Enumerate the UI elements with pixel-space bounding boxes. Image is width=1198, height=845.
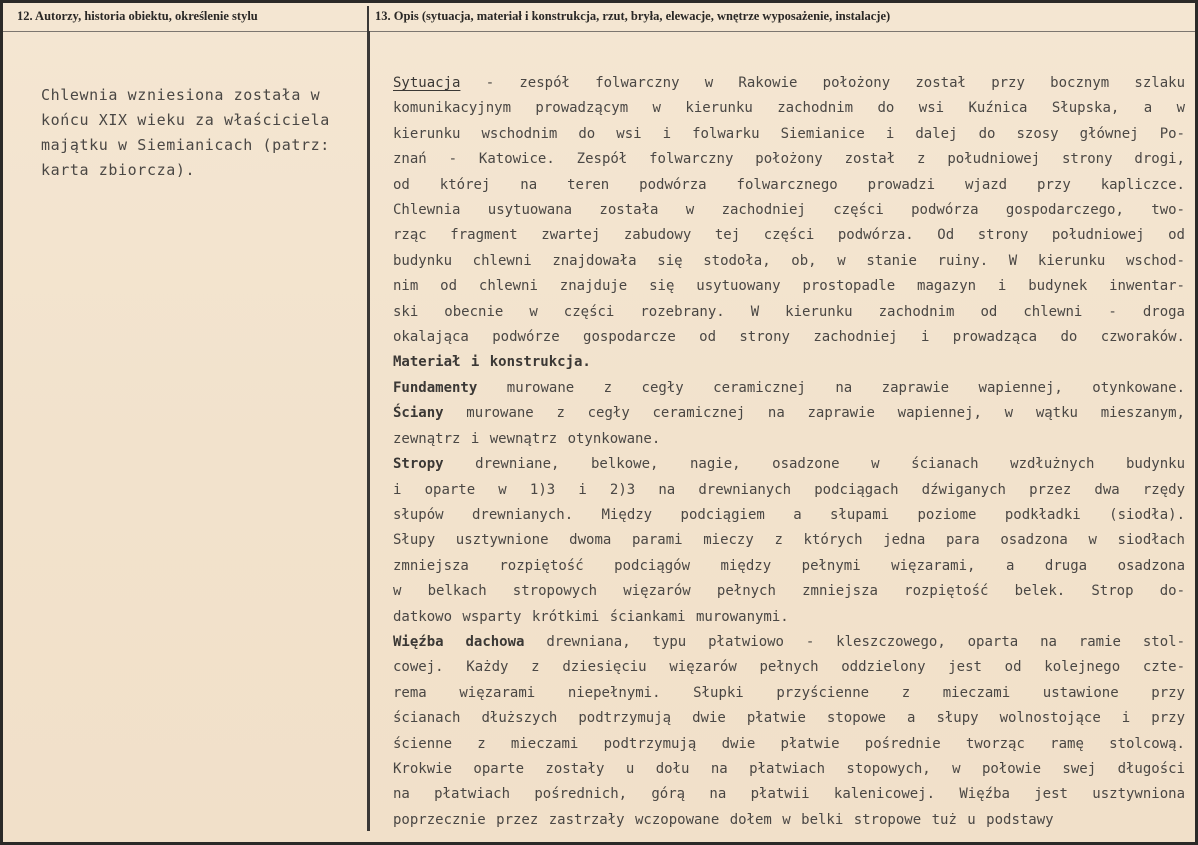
section-13-line-text: na płatwiach pośrednich, górą na płatwii kalenicowej. Więźba jest usztywniona <box>393 786 1185 803</box>
section-13-subheading: Więźba dachowa <box>393 633 525 650</box>
section-13-line-text: drewniana, typu płatwiowo - kleszczowego, oparta na ramie stol- <box>524 633 1185 650</box>
section-13-line-text: znań - Katowice. Zespół folwarczny położony został z południowej strony drogi, <box>393 151 1185 168</box>
section-13-line <box>393 503 1185 528</box>
section-13-line-text: Chlewnia usytuowana została w zachodniej części podwórza gospodarczego, two- <box>393 202 1185 219</box>
header-column-divider <box>367 6 369 31</box>
section-12-line: końcu XIX wieku za właściciela <box>41 111 330 129</box>
section-13-line <box>393 655 1185 680</box>
section-12-line: majątku w Siemianicach (patrz: <box>41 136 330 154</box>
section-13-line <box>393 579 1185 604</box>
section-13-line-text: ścianach dłuższych podtrzymują dwie płatwie stopowe a słupy wolnostojące i przy <box>393 710 1185 727</box>
section-13-line <box>393 376 1185 401</box>
section-12-header: 12. Autorzy, historia obiektu, określenie stylu <box>17 9 258 23</box>
section-13-subheading: Materiał i konstrukcja. <box>393 354 591 371</box>
section-13-line-text: Krokwie oparte zostały u dołu na płatwiach stopowych, w połowie swej długości <box>393 760 1185 777</box>
section-12-line: karta zbiorcza). <box>41 161 196 179</box>
section-13-line-text: okalająca podwórze gospodarcze od strony zachodniej i prowadząca do czworaków. <box>393 329 1185 346</box>
section-13-line <box>393 554 1185 579</box>
section-13-line <box>393 223 1185 248</box>
section-13-line <box>393 808 1185 833</box>
section-13-line <box>393 782 1185 807</box>
section-13-line <box>393 630 1185 655</box>
section-13-subheading: Sytuacja <box>393 75 461 91</box>
section-13-line-text: budynku chlewni znajdowała się stodoła, ob, w stanie ruiny. W kierunku wschod- <box>393 252 1185 269</box>
section-13-line <box>393 605 1185 630</box>
section-13-line-text: Słupy usztywnione dwoma parami mieczy z których jedna para osadzona w siodłach <box>393 532 1185 549</box>
section-13-line-text: i oparte w 1)3 i 2)3 na drewnianych podciągach dźwiganych przez dwa rzędy <box>393 481 1185 498</box>
section-13-header: 13. Opis (sytuacja, materiał i konstrukcja, rzut, bryła, elewacje, wnętrze wyposażenie, instalacje) <box>375 9 891 23</box>
section-13-line-text: słupów drewnianych. Między podciągiem a słupami poziome podkładki (siodła). <box>393 506 1185 523</box>
section-13-line-text: ścienne z mieczami podtrzymują dwie płatwie pośrednie tworząc ramę stolcową. <box>393 735 1185 752</box>
section-13-subheading: Stropy <box>393 456 444 473</box>
section-13-line <box>393 706 1185 731</box>
section-13-line-text: w belkach stropowych więzarów pełnych zmniejsza rozpiętość belek. Strop do- <box>393 583 1185 600</box>
section-13-line-text: komunikacyjnym prowadzącym w kierunku zachodnim do wsi Kuźnica Słupska, a w <box>393 100 1185 117</box>
section-13-line-text: kierunku wschodnim do wsi i folwarku Siemianice i dalej do szosy głównej Po- <box>393 125 1185 142</box>
section-13-line <box>393 173 1185 198</box>
section-13-line <box>393 681 1185 706</box>
section-13-line <box>393 452 1185 477</box>
section-13-line <box>393 300 1185 325</box>
section-13-line-text: cowej. Każdy z dziesięciu więzarów pełnych oddzielony jest od kolejnego czte- <box>393 659 1185 676</box>
section-13-line-text: murowane z cegły ceramicznej na zaprawie wapiennej, otynkowane. <box>477 379 1185 396</box>
section-13-line <box>393 198 1185 223</box>
section-13-line <box>393 274 1185 299</box>
section-13-line <box>393 757 1185 782</box>
section-13-body <box>393 71 1185 833</box>
section-13-line-text: rema więzarami niepełnymi. Słupki przyścienne z mieczami ustawione przy <box>393 684 1185 701</box>
section-13-line-text: poprzecznie przez zastrzały wczopowane dołem w belki stropowe tuż u podstawy <box>393 811 1054 828</box>
section-13-line-text: zmniejsza rozpiętość podciągów między pełnymi więzarami, a druga osadzona <box>393 557 1185 574</box>
section-13-line <box>393 249 1185 274</box>
section-13-line <box>393 401 1185 426</box>
section-13-line <box>393 427 1185 452</box>
section-12-line: Chlewnia wzniesiona została w <box>41 86 321 104</box>
section-13-line <box>393 478 1185 503</box>
section-13-subheading: Fundamenty <box>393 379 478 396</box>
section-13-line-text: nim od chlewni znajduje się usytuowany prostopadle magazyn i budynek inwentar- <box>393 278 1185 295</box>
section-13-line <box>393 325 1185 350</box>
section-13-line <box>393 350 1185 375</box>
section-13-line-text: ski obecnie w części rozebrany. W kierunku zachodnim od chlewni - droga <box>393 303 1185 320</box>
section-13-line <box>393 122 1185 147</box>
section-13-subheading: Ściany <box>393 405 444 422</box>
section-13-line <box>393 732 1185 757</box>
section-12-body <box>41 83 357 183</box>
section-13-line-text: drewniane, belkowe, nagie, osadzone w ścianach wzdłużnych budynku <box>443 456 1185 473</box>
header-rule <box>3 31 1195 32</box>
section-13-line <box>393 71 1185 96</box>
column-divider <box>367 31 370 831</box>
section-13-line-text: zewnątrz i wewnątrz otynkowane. <box>393 430 661 447</box>
section-13-line-text: datkowo wsparty krótkimi ściankami murowanymi. <box>393 608 789 625</box>
section-13-line <box>393 528 1185 553</box>
section-13-line <box>393 147 1185 172</box>
section-13-line-text: od której na teren podwórza folwarcznego prowadzi wjazd przy kapliczce. <box>393 176 1185 193</box>
section-13-line <box>393 96 1185 121</box>
section-13-line-text: rząc fragment zwartej zabudowy tej części podwórza. Od strony południowej od <box>393 227 1185 244</box>
section-13-line-text: - zespół folwarczny w Rakowie położony został przy bocznym szlaku <box>460 75 1185 91</box>
section-13-line-text: murowane z cegły ceramicznej na zaprawie wapiennej, w wątku mieszanym, <box>443 405 1185 422</box>
